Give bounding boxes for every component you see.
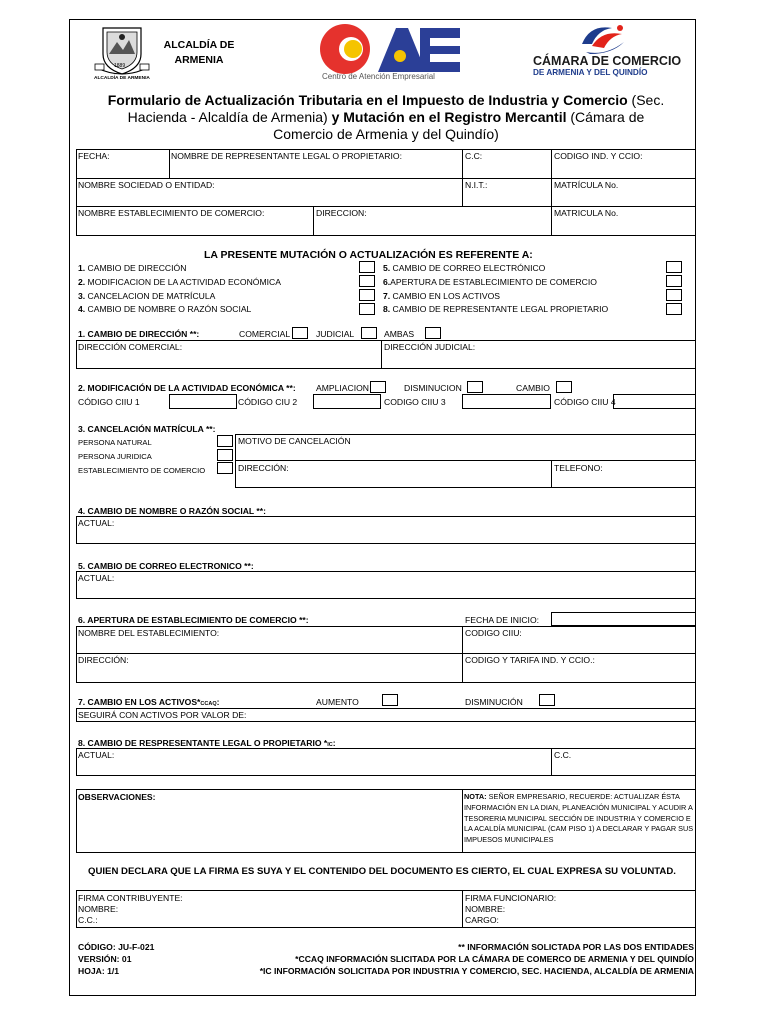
s7-title: 7. CAMBIO EN LOS ACTIVOS*CCAQ: [78, 697, 220, 707]
matricula-field-2[interactable]: MATRICULA No. [554, 208, 619, 218]
s1-title: 1. CAMBIO DE DIRECCIÓN **: [78, 329, 200, 339]
title-part3: y Mutación en el Registro Mercantil [331, 109, 567, 125]
mutation-item-3: 3. CANCELACION DE MATRÍCULA [78, 291, 216, 301]
codigo-ind-field[interactable]: CODIGO IND. Y CCIO: [554, 151, 643, 161]
s2-ciiu3-label: CODIGO CIIU 3 [384, 397, 446, 407]
footer-hoja: HOJA: 1/1 [78, 966, 120, 976]
s6-direccion[interactable]: DIRECCIÓN: [78, 655, 129, 665]
firma-funcionario[interactable]: FIRMA FUNCIONARIO: [465, 893, 557, 903]
cc-contribuyente[interactable]: C.C.: [78, 915, 98, 925]
nit-field[interactable]: N.I.T.: [465, 180, 488, 190]
shield-year: 1889 [114, 63, 126, 69]
s2-ciiu3-input[interactable] [462, 394, 551, 409]
s3-establecimiento-label: ESTABLECIMIENTO DE COMERCIO [78, 466, 206, 475]
mutation-heading: LA PRESENTE MUTACIÓN O ACTUALIZACIÓN ES REFERENTE A: [204, 249, 533, 261]
s1-ambas-label: AMBAS [384, 329, 415, 339]
camara-logo-icon [576, 22, 628, 56]
s6-nombre[interactable]: NOMBRE DEL ESTABLECIMIENTO: [78, 628, 220, 638]
nota-text: NOTA: SEÑOR EMPRESARIO, RECUERDE: ACTUALIZAR ÉSTA INFORMACIÓN EN LA DIAN, PLANEACIÓN MUNICIPAL Y ACUDIR A TESORERIA MUNICIPAL SECCIÓN DE INDUSTRIA Y COMERCIO E LA ACALDÍA MUNICIPAL (CAM PISO 1) A DECLARAR Y PAGAR SUS IMPUESOS MUNICIPALES [464, 792, 694, 845]
s4-actual-input[interactable] [76, 516, 696, 544]
title-part1: Formulario de Actualización Tributaria en el Impuesto de Industria y Comercio [107, 92, 628, 108]
s3-juridica-label: PERSONA JURIDICA [78, 452, 152, 461]
s2-ciiu2-label: CÓDIGO CIU 2 [238, 397, 298, 407]
s4-title: 4. CAMBIO DE NOMBRE O RAZÓN SOCIAL **: [78, 506, 266, 516]
mutation-checkbox-2[interactable] [359, 275, 375, 287]
s3-natural-label: PERSONA NATURAL [78, 438, 152, 447]
camara-line1: CÁMARA DE COMERCIO [533, 54, 682, 68]
declaration: QUIEN DECLARA QUE LA FIRMA ES SUYA Y EL CONTENIDO DEL DOCUMENTO ES CIERTO, EL CUAL EXPRESA SU VOLUNTAD. [88, 866, 676, 877]
s1-dir-comercial[interactable]: DIRECCIÓN COMERCIAL: [78, 342, 183, 352]
s2-cambio-label: CAMBIO [516, 383, 550, 393]
s7-disminucion-label: DISMINUCIÓN [465, 697, 523, 707]
s8-title: 8. CAMBIO DE RESPRESENTANTE LEGAL O PROPIETARIO *IC: [78, 738, 336, 748]
s2-ampliacion-label: AMPLIACION [316, 383, 370, 393]
mutation-item-2: 2. MODIFICACION DE LA ACTIVIDAD ECONÓMICA [78, 277, 281, 287]
mutation-checkbox-1[interactable] [359, 261, 375, 273]
s2-ciiu1-label: CÓDIGO CIIU 1 [78, 397, 140, 407]
cae-logo [318, 22, 466, 76]
s7-disminucion-checkbox[interactable] [539, 694, 555, 706]
mutation-item-4: 4. CAMBIO DE NOMBRE O RAZÓN SOCIAL [78, 304, 252, 314]
mutation-checkbox-3[interactable] [359, 289, 375, 301]
s2-ampliacion-checkbox[interactable] [370, 381, 386, 393]
mutation-item-6: 6.APERTURA DE ESTABLECIMIENTO DE COMERCIO [383, 277, 597, 287]
s6-codigo-tarifa[interactable]: CODIGO Y TARIFA IND. Y CCIO.: [465, 655, 595, 665]
observaciones-label: OBSERVACIONES: [78, 792, 156, 802]
s8-actual[interactable]: ACTUAL: [78, 750, 115, 760]
s1-comercial-label: COMERCIAL [239, 329, 291, 339]
s5-actual-input[interactable] [76, 571, 696, 599]
s2-disminucion-checkbox[interactable] [467, 381, 483, 393]
shield-caption: ALCALDÍA DE ARMENIA [94, 76, 150, 81]
s2-title: 2. MODIFICACIÓN DE LA ACTIVIDAD ECONÓMICA **: [78, 383, 296, 393]
s5-title: 5. CAMBIO DE CORREO ELECTRONICO **: [78, 561, 254, 571]
mutation-checkbox-4[interactable] [359, 303, 375, 315]
s3-direccion[interactable]: DIRECCIÓN: [238, 463, 289, 473]
cc-field[interactable]: C.C: [465, 151, 483, 161]
mutation-checkbox-6[interactable] [666, 275, 682, 287]
mutation-checkbox-8[interactable] [666, 303, 682, 315]
s8-cc[interactable]: C.C. [554, 750, 572, 760]
alcaldia-shield-logo [93, 24, 151, 80]
s2-disminucion-label: DISMINUCION [404, 383, 462, 393]
fecha-field[interactable]: FECHA: [78, 151, 110, 161]
s3-motivo[interactable]: MOTIVO DE CANCELACIÓN [238, 436, 351, 446]
mutation-checkbox-5[interactable] [666, 261, 682, 273]
cargo-funcionario[interactable]: CARGO: [465, 915, 499, 925]
footer-codigo: CÓDIGO: JU-F-021 [78, 942, 155, 952]
s6-title: 6. APERTURA DE ESTABLECIMIENTO DE COMERCIO **: [78, 615, 309, 625]
cae-caption: Centro de Atención Empresarial [322, 72, 435, 81]
camara-line2: DE ARMENIA Y DEL QUINDÍO [533, 68, 648, 77]
s3-title: 3. CANCELACIÓN MATRÍCULA **: [78, 424, 216, 434]
s1-dir-judicial[interactable]: DIRECCIÓN JUDICIAL: [384, 342, 476, 352]
firma-contribuyente[interactable]: FIRMA CONTRIBUYENTE: [78, 893, 183, 903]
mutation-item-8: 8. CAMBIO DE REPRESENTANTE LEGAL PROPIETARIO [383, 304, 609, 314]
s3-telefono[interactable]: TELEFONO: [554, 463, 603, 473]
nombre-contribuyente[interactable]: NOMBRE: [78, 904, 119, 914]
establecimiento-field[interactable]: NOMBRE ESTABLECIMIENTO DE COMERCIO: [78, 208, 265, 218]
s4-actual-label: ACTUAL: [78, 518, 115, 528]
s2-cambio-checkbox[interactable] [556, 381, 572, 393]
mutation-item-7: 7. CAMBIO EN LOS ACTIVOS [383, 291, 501, 301]
nombre-funcionario[interactable]: NOMBRE: [465, 904, 506, 914]
s3-juridica-checkbox[interactable] [217, 449, 233, 461]
s2-ciiu2-input[interactable] [313, 394, 381, 409]
alcaldia-name: ALCALDÍA DE ARMENIA [163, 39, 235, 66]
footer-note-2: *CCAQ INFORMACIÓN SLICITADA POR LA CÁMARA DE COMERCO DE ARMENIA Y DEL QUINDÍO [295, 954, 694, 964]
s8-table [76, 748, 696, 776]
sociedad-field[interactable]: NOMBRE SOCIEDAD O ENTIDAD: [78, 180, 215, 190]
representante-field[interactable]: NOMBRE DE REPRESENTANTE LEGAL O PROPIETARIO: [171, 151, 402, 161]
title-part4: (Cámara de Comercio de Armenia y del Quindío) [273, 109, 645, 142]
s2-ciiu4-input[interactable] [613, 394, 696, 409]
footer-note-1: ** INFORMACIÓN SOLICTADA POR LAS DOS ENTIDADES [458, 942, 694, 952]
direccion-field[interactable]: DIRECCION: [316, 208, 367, 218]
mutation-item-1: 1. CAMBIO DE DIRECCIÓN [78, 263, 187, 273]
s2-ciiu4-label: CÓDIGO CIIU 4 [554, 397, 616, 407]
title-part2: (Sec. Hacienda - Alcaldía de Armenia) [127, 92, 665, 125]
s2-ciiu1-input[interactable] [169, 394, 237, 409]
mutation-checkbox-7[interactable] [666, 289, 682, 301]
s6-fecha-inicio-input[interactable] [551, 612, 696, 626]
s7-seguira-label: SEGUIRÁ CON ACTIVOS POR VALOR DE: [78, 710, 247, 720]
s1-ambas-checkbox[interactable] [425, 327, 441, 339]
s3-establecimiento-checkbox[interactable] [217, 462, 233, 474]
s3-natural-checkbox[interactable] [217, 435, 233, 447]
footer-note-3: *IC INFORMACIÓN SOLICITADA POR INDUSTRIA Y COMERCIO, SEC. HACIENDA, ALCALDÍA DE ARMENIA [259, 966, 694, 976]
mutation-item-5: 5. CAMBIO DE CORREO ELECTRÓNICO [383, 263, 546, 273]
s6-fecha-inicio-label: FECHA DE INICIO: [465, 615, 540, 625]
s1-judicial-label: JUDICIAL [316, 329, 355, 339]
form-title [96, 92, 676, 143]
matricula-field-1[interactable]: MATRÍCULA No. [554, 180, 619, 190]
s1-judicial-checkbox[interactable] [361, 327, 377, 339]
s7-aumento-checkbox[interactable] [382, 694, 398, 706]
s6-codigo-ciiu[interactable]: CODIGO CIIU: [465, 628, 522, 638]
s1-comercial-checkbox[interactable] [292, 327, 308, 339]
s5-actual-label: ACTUAL: [78, 573, 115, 583]
s7-aumento-label: AUMENTO [316, 697, 359, 707]
footer-version: VERSIÓN: 01 [78, 954, 132, 964]
